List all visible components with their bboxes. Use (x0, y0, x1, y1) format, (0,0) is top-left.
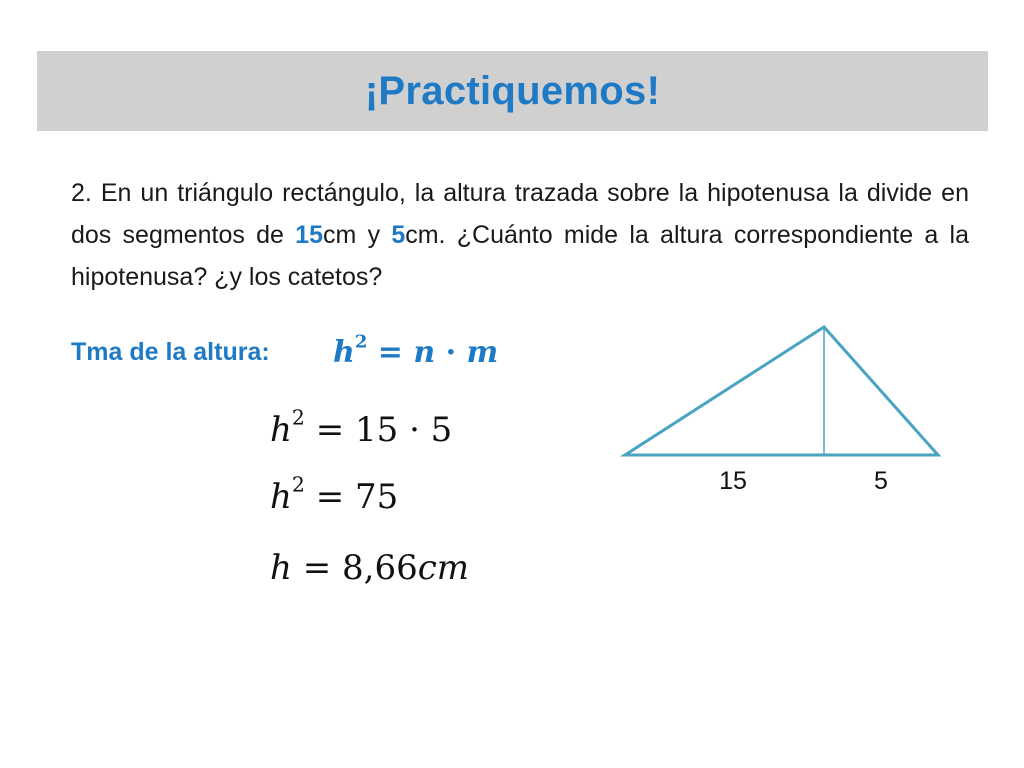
solution-step-3 (270, 548, 469, 588)
formula-n: n (413, 335, 436, 370)
theorem-label: Tma de la altura: (71, 338, 270, 366)
solution-step-2 (270, 472, 399, 517)
title-bar (37, 51, 988, 131)
step-3-h: h (270, 548, 292, 588)
solution-step-1 (270, 405, 453, 450)
formula-exponent: 2 (354, 331, 368, 353)
step-2-exponent: 2 (291, 472, 305, 497)
formula-m: m (466, 335, 499, 370)
formula-equals: = (367, 335, 414, 370)
step-2-rhs: = 75 (304, 477, 399, 517)
slide-title: ¡Practiquemos! (364, 68, 661, 113)
problem-text-part2: cm. ¿Cuánto mide la altura correspondiente a la hipotenusa? ¿y los catetos? (71, 221, 970, 291)
segment-b-value: 5 (391, 221, 406, 249)
step-1-h: h (270, 410, 292, 450)
step-1-exponent: 2 (291, 405, 305, 430)
segment-label-left: 15 (719, 467, 747, 495)
step-3-rhs: = 8,66 (291, 548, 418, 588)
step-3-unit: cm (417, 548, 470, 588)
problem-text-part1: 2. En un triángulo rectángulo, la altura trazada sobre la hipotenusa la divide en dos segmentos de (71, 179, 969, 249)
right-triangle (625, 327, 938, 455)
formula-h: h (333, 335, 355, 370)
problem-unit-a: cm y (322, 221, 392, 249)
step-1-rhs: = 15 · 5 (304, 410, 453, 450)
problem-statement (71, 172, 969, 298)
triangle-diagram (610, 315, 950, 500)
segment-a-value: 15 (295, 221, 323, 249)
step-2-h: h (270, 477, 292, 517)
formula-dot: · (435, 335, 467, 370)
theorem-formula (333, 331, 499, 370)
segment-label-right: 5 (874, 467, 888, 495)
